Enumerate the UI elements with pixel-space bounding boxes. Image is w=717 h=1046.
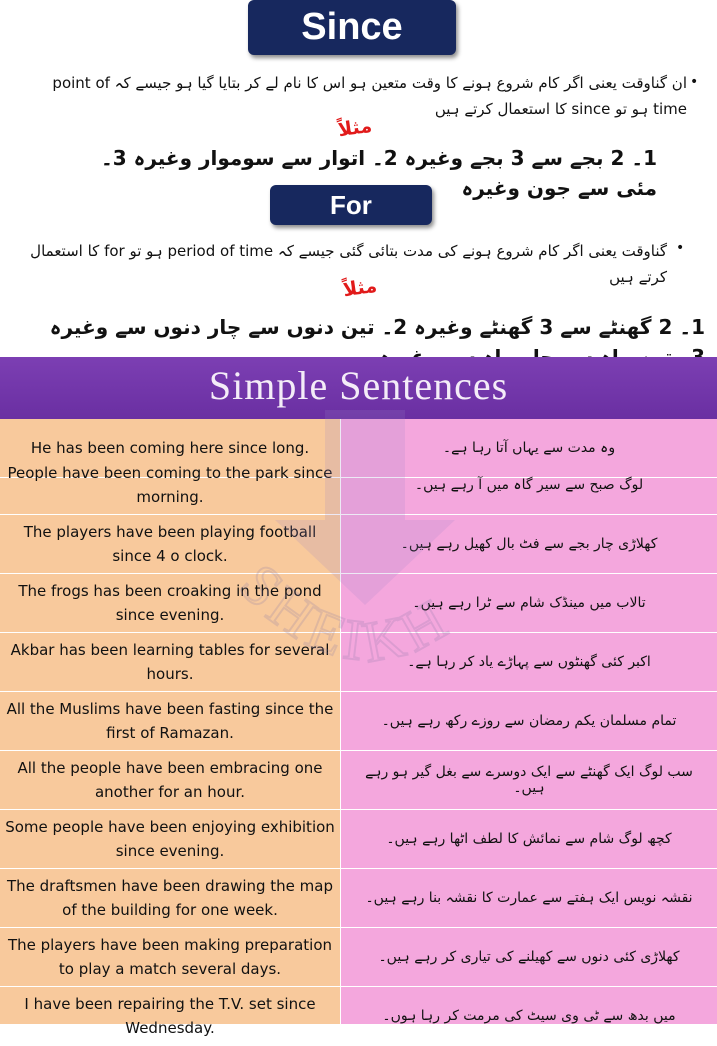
table-row	[0, 574, 717, 633]
since-examples: 1۔ 2 بجے سے 3 بجے وغیرہ 2۔ اتوار سے سوموار وغیرہ 3۔ مئی سے جون وغیرہ	[101, 146, 657, 200]
since-heading: Since	[248, 0, 456, 55]
table-row	[0, 633, 717, 692]
table-row	[0, 928, 717, 987]
table-row	[0, 869, 717, 928]
english-sentence: Akbar has been learning tables for several hours.	[10, 641, 330, 683]
bullet-dot: •	[676, 240, 685, 256]
urdu-sentence: کچھ لوگ شام سے نمائش کا لطف اٹھا رہے ہیں۔	[386, 831, 672, 847]
urdu-sentence: کھلاڑی چار بجے سے فٹ بال کھیل رہے ہیں۔	[400, 536, 658, 552]
english-sentence: Some people have been enjoying exhibition since evening.	[5, 818, 335, 860]
english-sentence: The frogs has been croaking in the pond since evening.	[18, 582, 322, 624]
urdu-sentence: تمام مسلمان یکم رمضان سے روزے رکھ رہے ہیں۔	[381, 713, 677, 729]
urdu-sentence: لوگ صبح سے سیر گاہ میں آ رہے ہیں۔	[414, 477, 644, 493]
table-row	[0, 515, 717, 574]
urdu-sentence: وہ مدت سے یہاں آتا رہا ہے۔	[442, 440, 616, 456]
english-sentence: The players have been playing football since 4 o clock.	[23, 523, 317, 565]
urdu-sentence: سب لوگ ایک گھنٹے سے ایک دوسرے سے بغل گیر ہو رہے ہیں۔	[365, 764, 693, 796]
urdu-sentence: نقشہ نویس ایک ہفتے سے عمارت کا نقشہ بنا رہے ہیں۔	[365, 890, 693, 906]
table-row	[0, 692, 717, 751]
bullet-dot: •	[690, 74, 699, 90]
english-sentence: He has been coming here since long.	[30, 439, 310, 457]
english-sentence: The draftsmen have been drawing the map of the building for one week.	[6, 877, 334, 919]
sentences-table	[0, 419, 717, 1037]
since-description: ان گناوقت یعنی اگر کام شروع ہونے کا وقت متعین ہو اس کا نام لے کر بتایا گیا ہو جیسے کہ point of time ہو تو since کا استعمال کرتے ہیں	[52, 74, 687, 118]
table-row	[0, 810, 717, 869]
urdu-sentence: اکبر کئی گھنٹوں سے پہاڑے یاد کر رہا ہے۔	[407, 654, 651, 670]
for-description: گناوقت یعنی اگر کام شروع ہونے کی مدت بتائی گئی جیسے کہ period of time ہو تو for کا استعمال کرتے ہیں	[30, 242, 667, 286]
english-sentence: All the people have been embracing one another for an hour.	[17, 759, 323, 801]
table-row	[0, 456, 717, 515]
table-row	[0, 751, 717, 810]
for-example-tag: مثلاً	[341, 274, 379, 302]
svg-text:SHEIKH: SHEIKH	[227, 551, 463, 676]
urdu-sentence: میں بدھ سے ٹی وی سیٹ کی مرمت کر رہا ہوں۔	[382, 1008, 676, 1024]
section-title: Simple Sentences	[208, 363, 509, 408]
since-example-tag: مثلاً	[336, 114, 374, 142]
urdu-sentence: تالاب میں مینڈک شام سے ٹرا رہے ہیں۔	[412, 595, 646, 611]
urdu-sentence: کھلاڑی کئی دنوں سے کھیلنے کی تیاری کر رہے ہیں۔	[378, 949, 680, 965]
table-row	[0, 987, 717, 1046]
english-sentence: All the Muslims have been fasting since the first of Ramazan.	[6, 700, 334, 742]
for-heading: For	[270, 185, 432, 225]
english-sentence: I have been repairing the T.V. set since Wednesday.	[24, 995, 316, 1037]
english-sentence: The players have been making preparation to play a match several days.	[7, 936, 333, 978]
english-sentence: People have been coming to the park since morning.	[7, 464, 333, 506]
for-examples: 1۔ 2 گھنٹے سے 3 گھنٹے وغیرہ 2۔ تین دنوں سے چار دنوں سے وغیرہ	[49, 315, 705, 339]
